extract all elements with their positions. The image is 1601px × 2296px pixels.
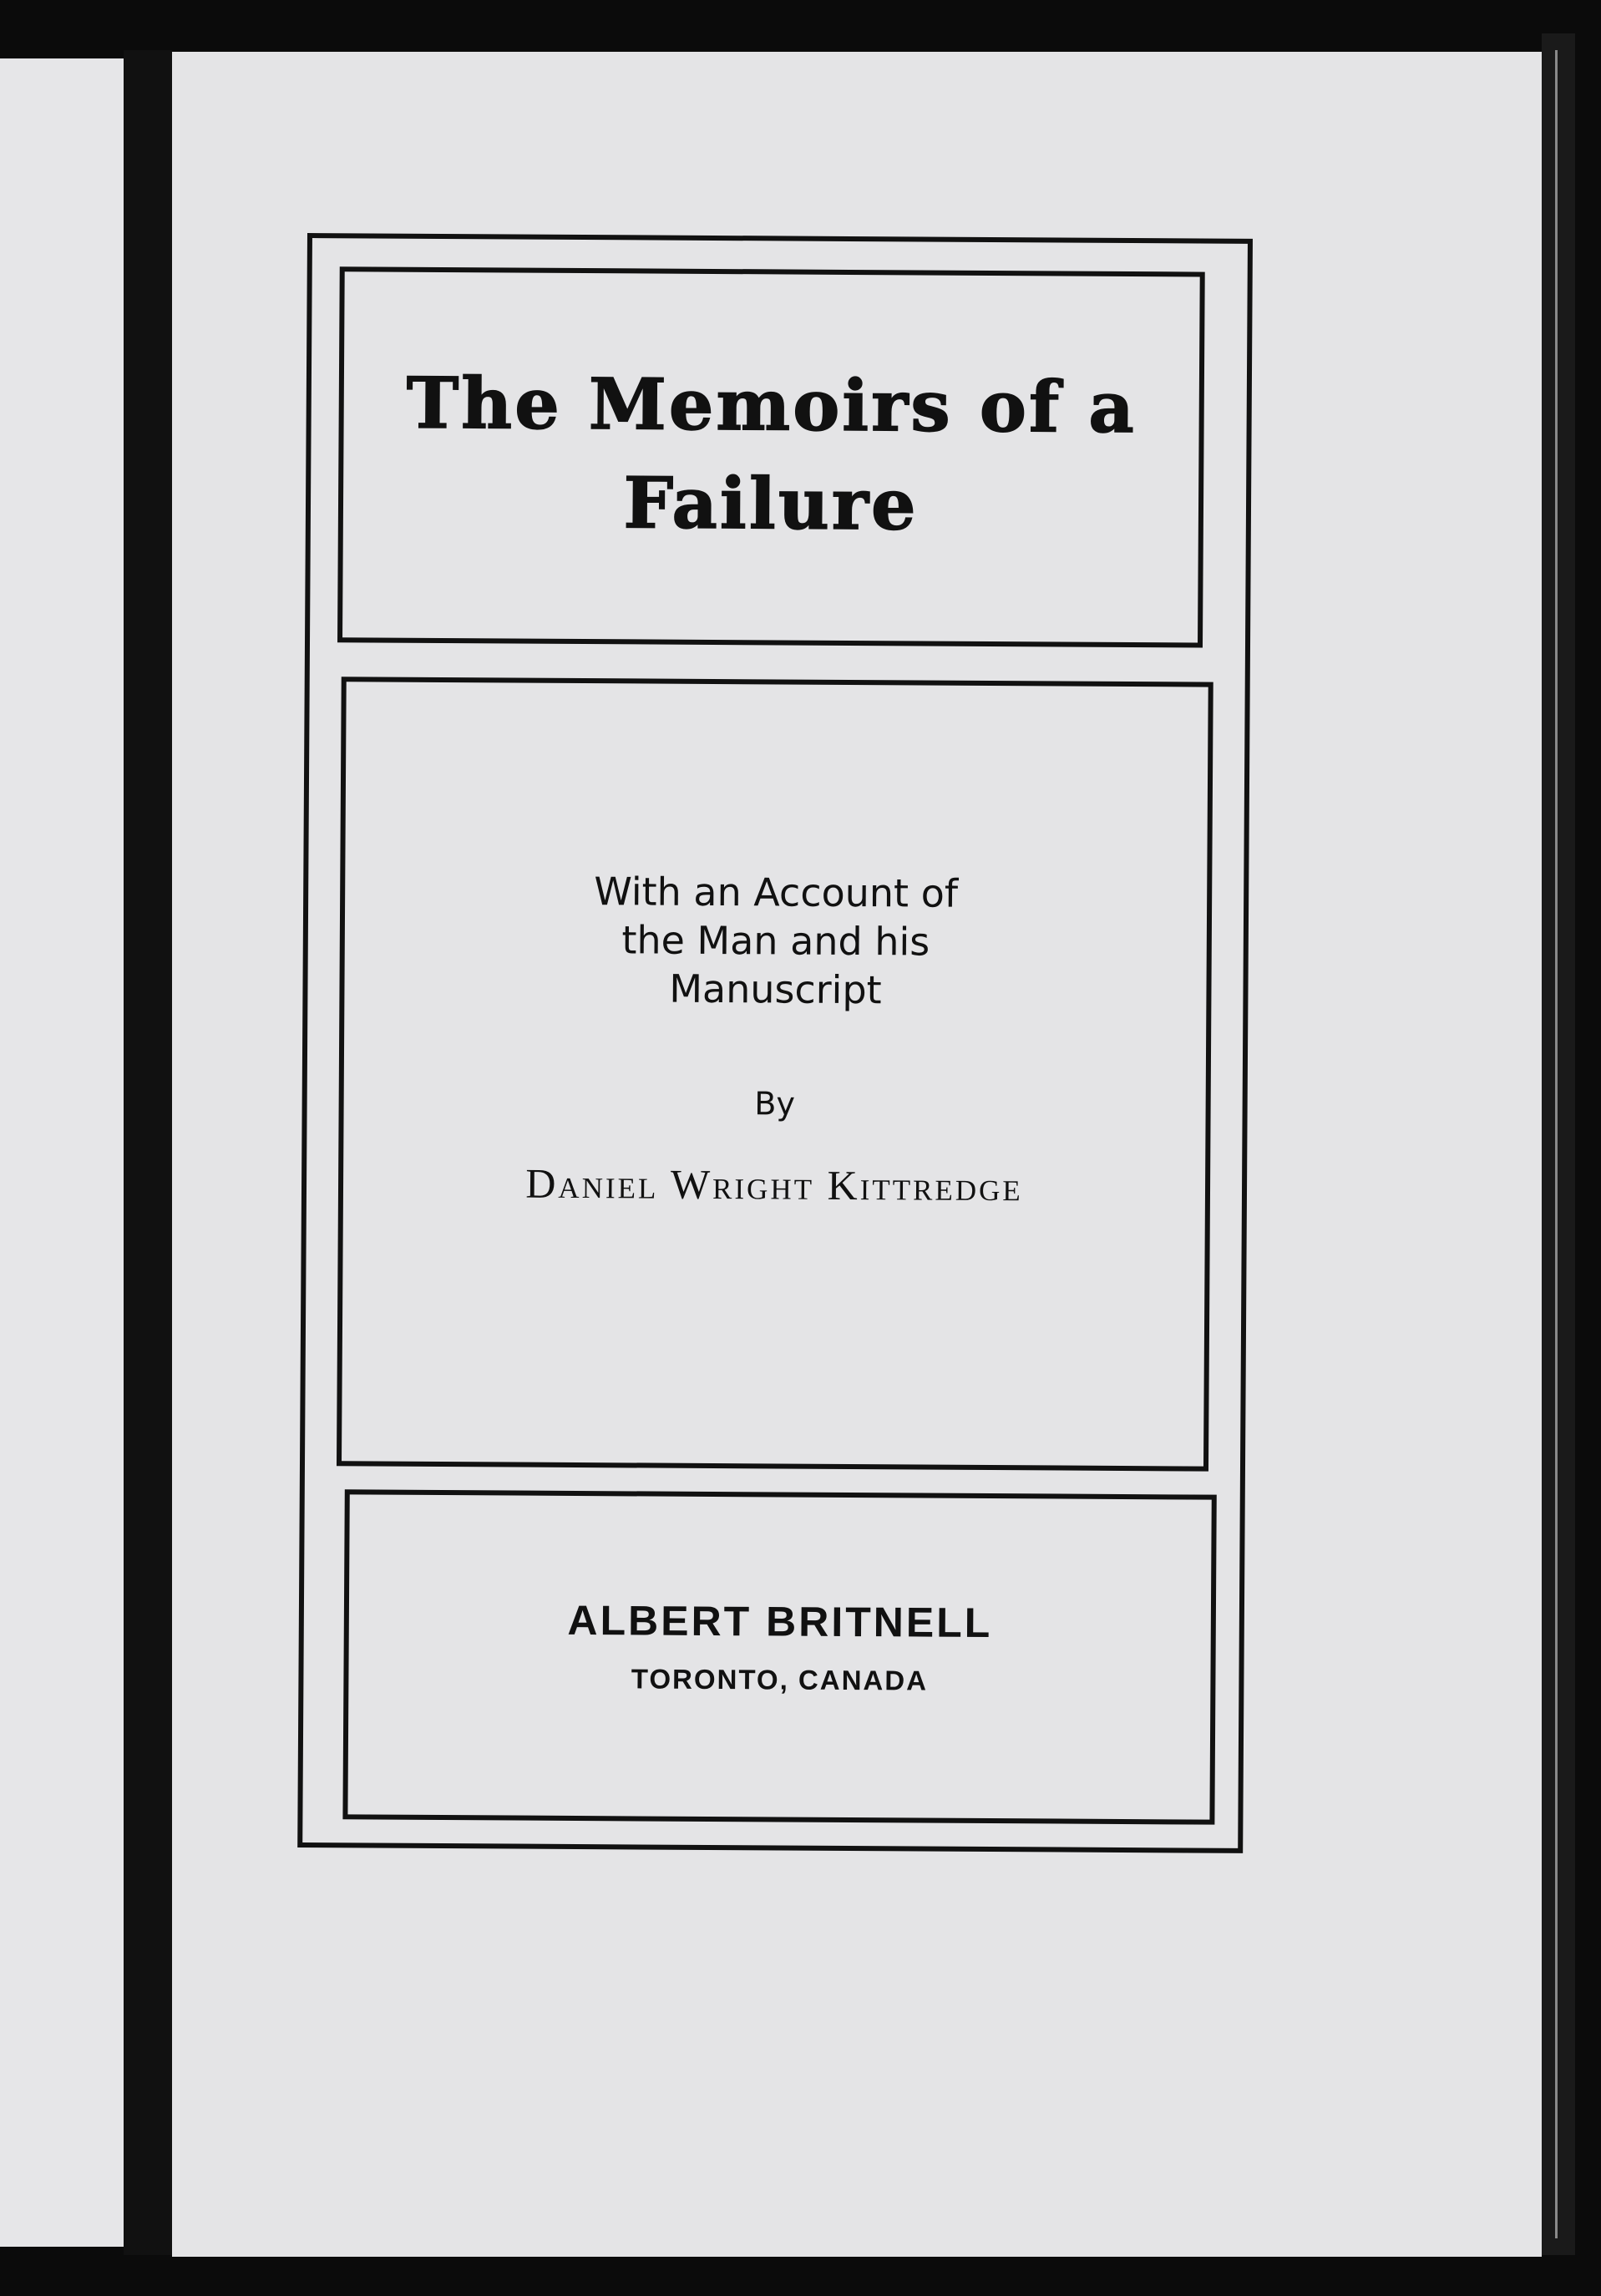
author-name: Daniel Wright Kittredge <box>525 1159 1023 1210</box>
subtitle-line-3: Manuscript <box>669 966 882 1013</box>
outer-border-frame <box>297 233 1253 1853</box>
subtitle-line-1: With an Account of <box>594 869 959 916</box>
book-title-line-1: The Memoirs of a <box>406 361 1137 449</box>
publisher-name: ALBERT BRITNELL <box>567 1596 993 1647</box>
subtitle-box <box>337 677 1213 1471</box>
subtitle-line-2: the Man and his <box>621 917 930 965</box>
title-box <box>337 266 1205 647</box>
book-title <box>343 353 1199 555</box>
by-label: By <box>754 1085 796 1123</box>
publisher-place: TORONTO, CANADA <box>631 1663 929 1696</box>
publisher-box <box>342 1489 1216 1824</box>
book-title-line-2: Failure <box>623 461 919 546</box>
facing-page-edge <box>0 58 124 2247</box>
page-stack-edge <box>1542 33 1575 2255</box>
page-edge-line <box>1555 50 1558 2238</box>
book-subtitle <box>344 865 1207 1016</box>
book-gutter <box>124 50 172 2255</box>
